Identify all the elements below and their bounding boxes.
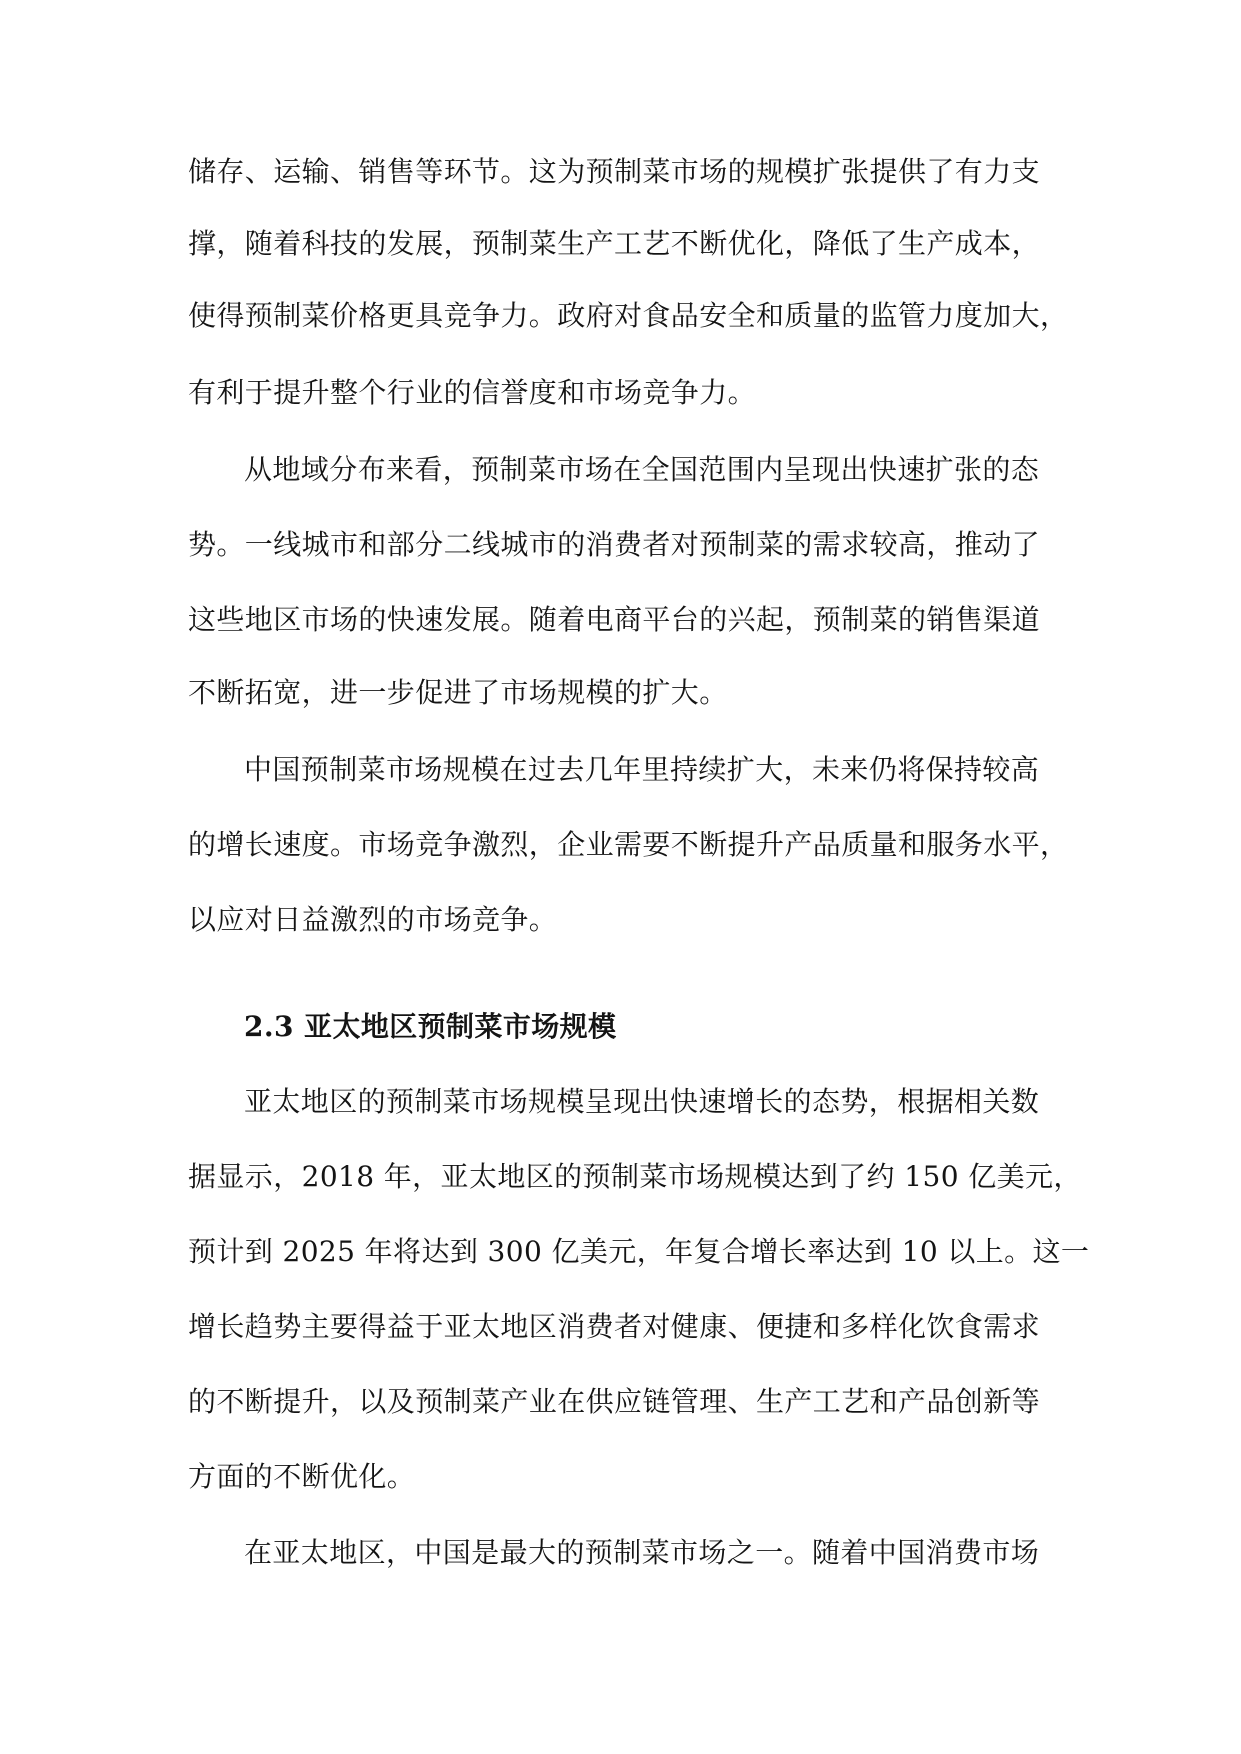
- text-line: 在亚太地区，中国是最大的预制菜市场之一。随着中国消费市场: [244, 1536, 1040, 1569]
- text-line: 势。一线城市和部分二线城市的消费者对预制菜的需求较高，推动了: [188, 528, 1041, 561]
- text-line: 方面的不断优化。: [188, 1460, 416, 1493]
- text-line: 储存、运输、销售等环节。这为预制菜市场的规模扩张提供了有力支: [188, 155, 1041, 188]
- text-line: 这些地区市场的快速发展。随着电商平台的兴起，预制菜的销售渠道: [188, 603, 1041, 636]
- section-heading: 2.3 亚太地区预制菜市场规模: [244, 1010, 617, 1043]
- text-line: 撑，随着科技的发展，预制菜生产工艺不断优化，降低了生产成本，: [188, 227, 1041, 260]
- text-line: 的不断提升，以及预制菜产业在供应链管理、生产工艺和产品创新等: [188, 1385, 1041, 1418]
- text-line: 据显示，2018 年，亚太地区的预制菜市场规模达到了约 150 亿美元，: [188, 1160, 1082, 1193]
- text-line: 亚太地区的预制菜市场规模呈现出快速增长的态势，根据相关数: [244, 1085, 1040, 1118]
- text-line: 增长趋势主要得益于亚太地区消费者对健康、便捷和多样化饮食需求: [188, 1310, 1041, 1343]
- text-line: 以应对日益激烈的市场竞争。: [188, 903, 558, 936]
- text-line: 从地域分布来看，预制菜市场在全国范围内呈现出快速扩张的态: [244, 453, 1040, 486]
- text-line: 不断拓宽，进一步促进了市场规模的扩大。: [188, 676, 728, 709]
- text-line: 的增长速度。市场竞争激烈，企业需要不断提升产品质量和服务水平，: [188, 828, 1069, 861]
- text-line: 有利于提升整个行业的信誉度和市场竞争力。: [188, 376, 757, 409]
- text-line: 中国预制菜市场规模在过去几年里持续扩大，未来仍将保持较高: [244, 753, 1040, 786]
- text-line: 使得预制菜价格更具竞争力。政府对食品安全和质量的监管力度加大，: [188, 299, 1069, 332]
- text-line: 预计到 2025 年将达到 300 亿美元，年复合增长率达到 10 以上。这一: [188, 1235, 1090, 1268]
